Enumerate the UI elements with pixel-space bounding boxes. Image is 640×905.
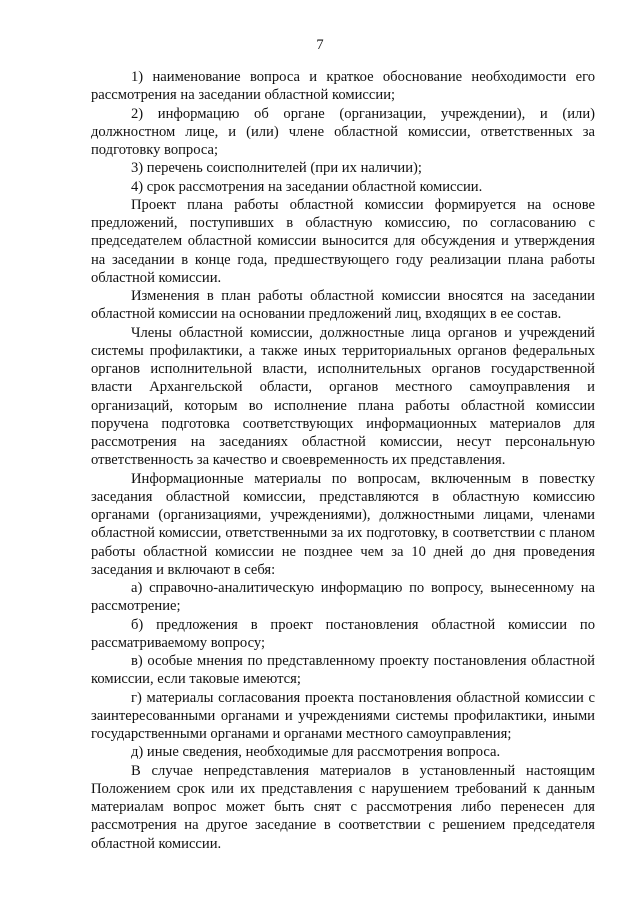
- paragraph-item-1: 1) наименование вопроса и краткое обоснование необходимости его рассмотрения на заседании областной комиссии;: [91, 69, 595, 104]
- paragraph-info-materials: Информационные материалы по вопросам, включенным в повестку заседания областной комиссии, представляются в областную комиссию органами (организациями, учреждениями), должностными лицами, членами областной комиссии, ответственными за их подготовку, в соответствии с планом работы областной комиссии не позднее чем за 10 дней до дня проведения заседания и включают в себя:: [91, 470, 595, 578]
- paragraph-non-submission: В случае непредставления материалов в установленный настоящим Положением срок или их представления с нарушением требований к данным материалам вопрос может быть снят с рассмотрения либо перенесен для рассмотрения на другое заседание в соответствии с решением председателя областной комиссии.: [91, 762, 595, 852]
- paragraph-item-b: б) предложения в проект постановления областной комиссии по рассматриваемому вопросу;: [91, 616, 595, 651]
- paragraph-item-3: 3) перечень соисполнителей (при их наличии);: [131, 160, 422, 177]
- paragraph-item-g: г) материалы согласования проекта постановления областной комиссии с заинтересованными органами и учреждениями системы профилактики, иными государственными органами и органами местного самоуправления;: [91, 689, 595, 742]
- document-body: [91, 68, 595, 853]
- paragraph-plan-changes: Изменения в план работы областной комиссии вносятся на заседании областной комиссии на основании предложений лиц, входящих в ее состав.: [91, 288, 595, 323]
- paragraph-item-d: д) иные сведения, необходимые для рассмотрения вопроса.: [131, 744, 501, 761]
- paragraph-responsibility: Члены областной комиссии, должностные лица органов и учреждений системы профилактики, а также иных территориальных органов федеральных органов исполнительной власти, исполнительных органов государственной власти Архангельской области, органов местного самоуправления и организаций, которым во исполнение плана работы областной комиссии поручена подготовка соответствующих информационных материалов для рассмотрения на заседаниях областной комиссии, несут персональную ответственность за качество и своевременность их представления.: [91, 324, 595, 469]
- paragraph-item-2: 2) информацию об органе (организации, учреждении), и (или) должностном лице, и (или) члене областной комиссии, ответственных за подготовку вопроса;: [91, 105, 595, 158]
- page-number: 7: [316, 37, 324, 53]
- paragraph-item-v: в) особые мнения по представленному проекту постановления областной комиссии, если таковые имеются;: [91, 653, 595, 688]
- paragraph-item-4: 4) срок рассмотрения на заседании областной комиссии.: [131, 178, 483, 195]
- paragraph-item-a: а) справочно-аналитическую информацию по вопросу, вынесенному на рассмотрение;: [91, 580, 595, 615]
- paragraph-plan-formation: Проект плана работы областной комиссии формируется на основе предложений, поступивших в областную комиссию, по согласованию с председателем областной комиссии выносится для обсуждения и утверждения на заседании в конце года, предшествующего году реализации плана работы областной комиссии.: [91, 196, 595, 286]
